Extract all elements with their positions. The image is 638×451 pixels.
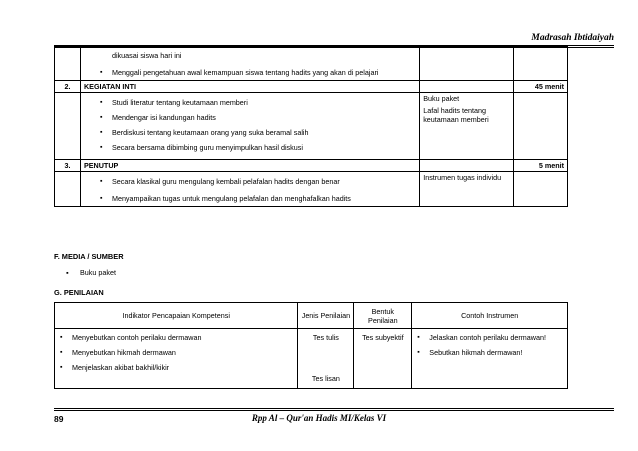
- section-title: KEGIATAN INTI: [80, 81, 419, 93]
- activity-table: [54, 46, 568, 207]
- table-row: [55, 47, 568, 81]
- footer-rule: [54, 410, 614, 411]
- header-bentuk: Bentuk Penilaian: [354, 303, 412, 329]
- media-item: Buku paket: [423, 94, 460, 103]
- table-row: [55, 329, 568, 389]
- footer-title: Rpp Al – Qur'an Hadis MI/Kelas VI: [251, 413, 387, 423]
- list-item: ▪ Jelaskan contoh perilaku dermawan!: [415, 333, 564, 342]
- list-item: ▪ Menyampaikan tugas untuk mengulang pelafalan dan menghafalkan hadits: [98, 194, 416, 203]
- media-item: Instrumen tugas individu: [420, 172, 514, 207]
- jenis-item: Tes tulis: [312, 333, 339, 342]
- cont-text: dikuasai siswa hari ini: [111, 51, 182, 60]
- section-f-item: Buku paket: [80, 268, 116, 277]
- row-number: 3.: [55, 160, 81, 172]
- list-item: ▪ Menggali pengetahuan awal kemampuan siswa tentang hadits yang akan di pelajari: [98, 68, 416, 77]
- time-label: 45 menit: [514, 81, 568, 93]
- list-item: ▪ Menyebutkan hikmah dermawan: [58, 348, 294, 357]
- list-item: ▪ Mendengar isi kandungan hadits: [98, 113, 416, 122]
- table-row: [55, 81, 568, 93]
- table-header-row: [55, 303, 568, 329]
- section-g-title: G. PENILAIAN: [54, 288, 104, 297]
- header-title: Madrasah Ibtidaiyah: [531, 33, 614, 43]
- table-row: [55, 172, 568, 207]
- bullet-icon: ▪: [66, 268, 69, 277]
- list-item: ▪ Secara klasikal guru mengulang kembali pelafalan hadits dengan benar: [98, 177, 416, 186]
- list-item: ▪ Menjelaskan akibat bakhil/kikir: [58, 363, 294, 372]
- media-item: Lafal hadits tentang keutamaan memberi: [423, 106, 489, 124]
- list-item: ▪ Menyebutkan contoh perilaku dermawan: [58, 333, 294, 342]
- assessment-table: [54, 302, 568, 389]
- section-f-title: F. MEDIA / SUMBER: [54, 252, 124, 261]
- section-title: PENUTUP: [80, 160, 419, 172]
- table-row: [55, 160, 568, 172]
- list-item: ▪ Sebutkan hikmah dermawan!: [415, 348, 564, 357]
- time-label: 5 menit: [514, 160, 568, 172]
- jenis-item: Tes lisan: [311, 374, 340, 383]
- row-number: 2.: [55, 81, 81, 93]
- table-row: [55, 93, 568, 160]
- header-contoh: Contoh Instrumen: [412, 303, 568, 329]
- footer-rule-thin: [54, 408, 614, 409]
- header-indikator: Indikator Pencapaian Kompetensi: [55, 303, 298, 329]
- page-number: 89: [54, 414, 64, 424]
- list-item: ▪ Berdiskusi tentang keutamaan orang yang suka beramal salih: [98, 128, 416, 137]
- header-jenis: Jenis Penilaian: [298, 303, 354, 329]
- list-item: ▪ Studi literatur tentang keutamaan memberi: [98, 98, 416, 107]
- bentuk-value: Tes subyektif: [354, 329, 412, 389]
- list-item: ▪ Secara bersama dibimbing guru menyimpulkan hasil diskusi: [98, 143, 416, 152]
